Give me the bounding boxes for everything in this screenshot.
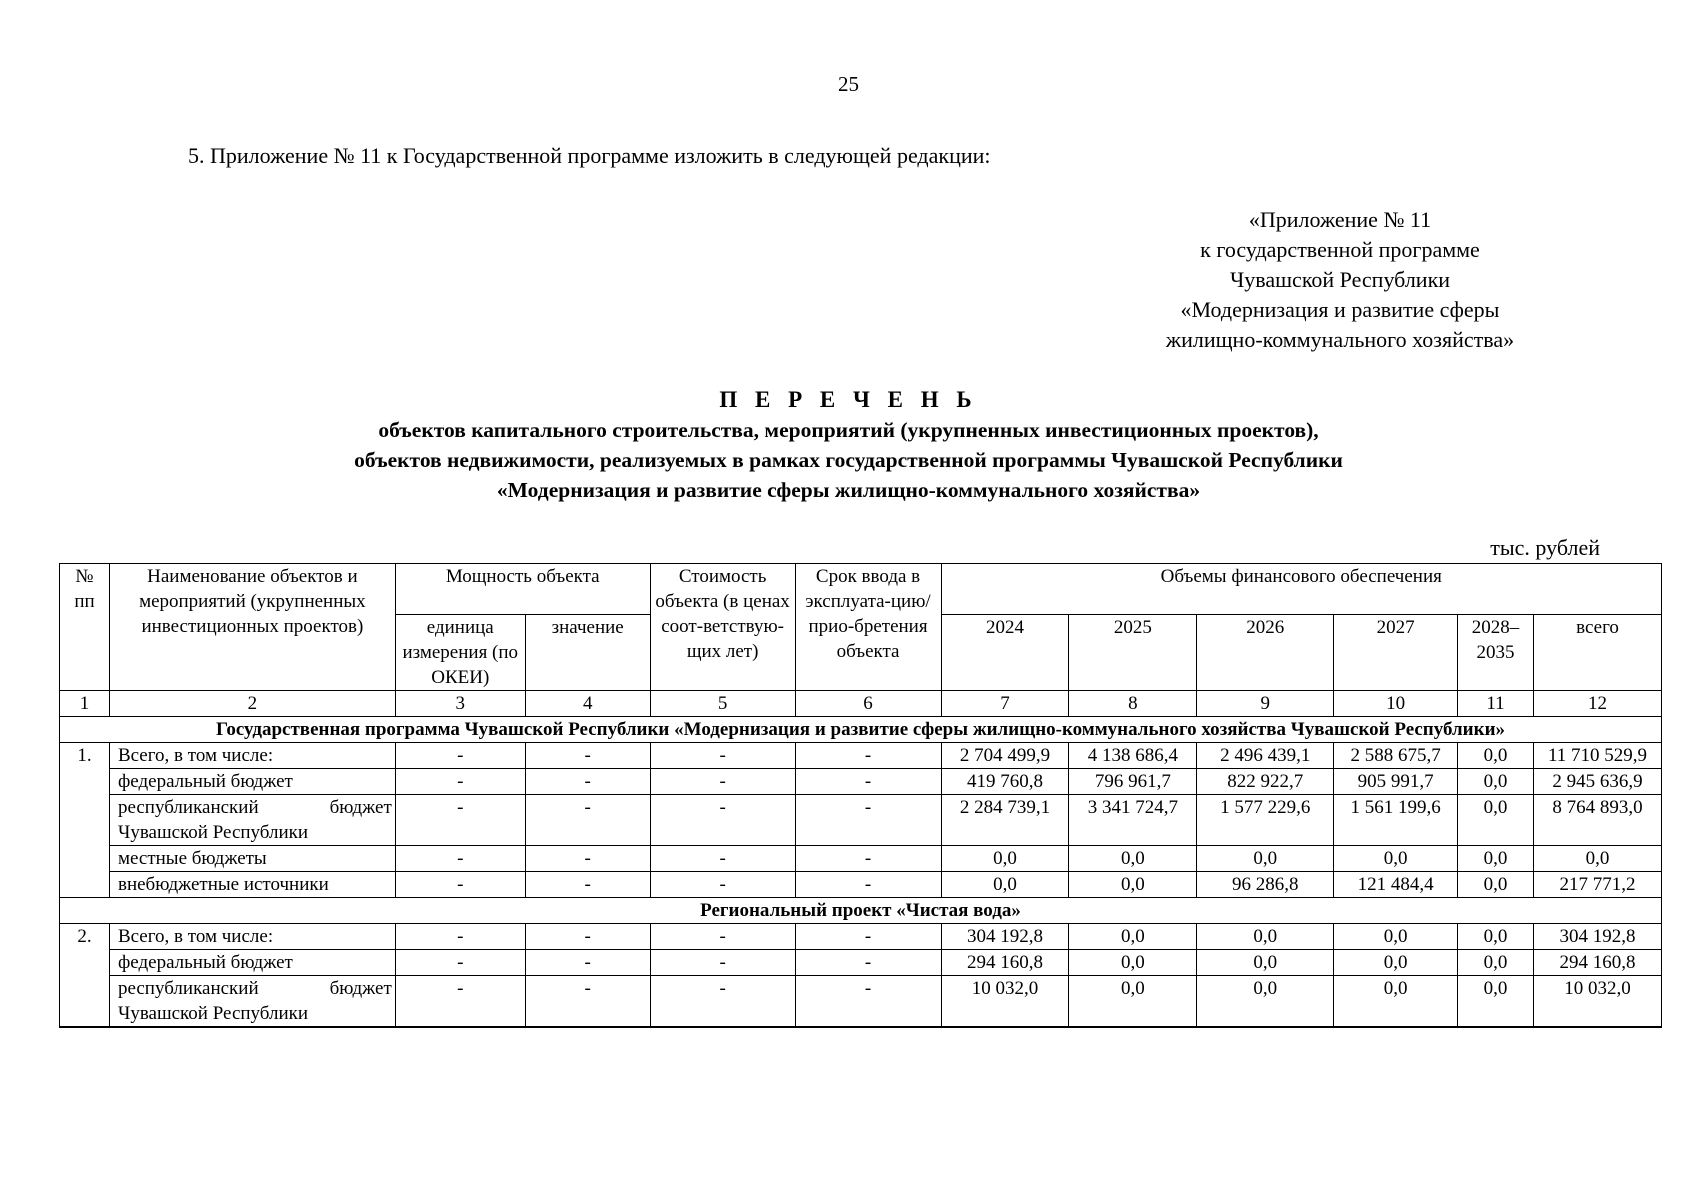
header-name: Наименование объектов и мероприятий (укрупненных инвестиционных проектов)	[109, 564, 395, 691]
cell-cost: -	[650, 743, 795, 769]
cell-total: 11 710 529,9	[1534, 743, 1662, 769]
cell-unit: -	[395, 950, 525, 976]
cell-total: 10 032,0	[1534, 976, 1662, 1028]
column-numbers-row	[60, 691, 1662, 717]
row-name: внебюджетные источники	[109, 872, 395, 898]
row-name: федеральный бюджет	[109, 950, 395, 976]
title-main: П Е Р Е Ч Е Н Ь	[719, 387, 978, 412]
header-num: № пп	[60, 564, 110, 691]
cell-cost: -	[650, 795, 795, 846]
cell-2027: 1 561 199,6	[1334, 795, 1458, 846]
cell-2024: 2 704 499,9	[941, 743, 1069, 769]
header-year: 2027	[1334, 615, 1458, 691]
title-line: объектов недвижимости, реализуемых в рамках государственной программы Чувашской Республики	[354, 448, 1343, 472]
cell-unit: -	[395, 872, 525, 898]
header-capacity: Мощность объекта	[395, 564, 650, 615]
cell-unit: -	[395, 976, 525, 1028]
cell-2024: 304 192,8	[941, 924, 1069, 950]
appendix-line: Чувашской Республики	[1229, 267, 1451, 292]
objects-table	[59, 563, 1662, 1028]
column-number: 4	[525, 691, 650, 717]
cell-unit: -	[395, 795, 525, 846]
row-name: федеральный бюджет	[109, 769, 395, 795]
cell-2024: 0,0	[941, 872, 1069, 898]
column-number: 9	[1197, 691, 1334, 717]
cell-2027: 2 588 675,7	[1334, 743, 1458, 769]
column-number: 1	[60, 691, 110, 717]
cell-unit: -	[395, 846, 525, 872]
cell-2024: 0,0	[941, 846, 1069, 872]
table-row	[60, 769, 1662, 795]
cell-2027: 905 991,7	[1334, 769, 1458, 795]
cell-term: -	[795, 846, 941, 872]
appendix-header	[1100, 205, 1580, 355]
appendix-line: жилищно-коммунального хозяйства»	[1165, 327, 1515, 352]
cell-term: -	[795, 872, 941, 898]
intro-text: 5. Приложение № 11 к Государственной программе изложить в следующей редакции:	[188, 143, 991, 168]
header-row	[60, 564, 1662, 615]
cell-2025: 0,0	[1069, 846, 1197, 872]
cell-total: 217 771,2	[1534, 872, 1662, 898]
cell-value: -	[525, 976, 650, 1028]
page-number: 25	[838, 72, 859, 96]
row-name: республиканский бюджет Чувашской Республики	[109, 976, 395, 1028]
cell-term: -	[795, 795, 941, 846]
cell-2028: 0,0	[1458, 769, 1534, 795]
cell-cost: -	[650, 924, 795, 950]
row-name: Всего, в том числе:	[109, 924, 395, 950]
table-row	[60, 795, 1662, 846]
table-row	[60, 846, 1662, 872]
header-year: 2025	[1069, 615, 1197, 691]
cell-2028: 0,0	[1458, 795, 1534, 846]
cell-value: -	[525, 846, 650, 872]
cell-cost: -	[650, 950, 795, 976]
appendix-line: «Модернизация и развитие сферы	[1180, 297, 1500, 322]
row-name: Всего, в том числе:	[109, 743, 395, 769]
cell-term: -	[795, 743, 941, 769]
cell-2027: 0,0	[1334, 846, 1458, 872]
cell-term: -	[795, 769, 941, 795]
row-number: 1.	[60, 743, 110, 898]
section-title-row	[60, 898, 1662, 924]
header-year: 2028–2035	[1458, 615, 1534, 691]
cell-2024: 2 284 739,1	[941, 795, 1069, 846]
column-number: 12	[1534, 691, 1662, 717]
cell-2024: 419 760,8	[941, 769, 1069, 795]
header-total: всего	[1534, 615, 1662, 691]
cell-value: -	[525, 924, 650, 950]
section-title: Государственная программа Чувашской Республики «Модернизация и развитие сферы жилищно-коммунального хозяйства Чувашской Республики»	[60, 717, 1662, 743]
cell-cost: -	[650, 846, 795, 872]
cell-2027: 0,0	[1334, 924, 1458, 950]
cell-total: 2 945 636,9	[1534, 769, 1662, 795]
cell-2025: 0,0	[1069, 872, 1197, 898]
title-line: «Модернизация и развитие сферы жилищно-коммунального хозяйства»	[496, 478, 1201, 502]
cell-2026: 0,0	[1197, 924, 1334, 950]
header-year: 2024	[941, 615, 1069, 691]
units-label: тыс. рублей	[1490, 535, 1600, 560]
header-unit: единица измерения (по ОКЕИ)	[395, 615, 525, 691]
cell-total: 294 160,8	[1534, 950, 1662, 976]
cell-2025: 3 341 724,7	[1069, 795, 1197, 846]
column-number: 2	[109, 691, 395, 717]
table-row	[60, 950, 1662, 976]
cell-2025: 0,0	[1069, 950, 1197, 976]
table-row	[60, 976, 1662, 1028]
cell-2025: 796 961,7	[1069, 769, 1197, 795]
section-title-row	[60, 717, 1662, 743]
cell-term: -	[795, 924, 941, 950]
cell-2025: 0,0	[1069, 976, 1197, 1028]
header-term: Срок ввода в эксплуата-цию/прио-бретения объекта	[795, 564, 941, 691]
cell-cost: -	[650, 872, 795, 898]
row-number: 2.	[60, 924, 110, 1028]
cell-value: -	[525, 769, 650, 795]
cell-value: -	[525, 743, 650, 769]
cell-2024: 10 032,0	[941, 976, 1069, 1028]
cell-value: -	[525, 872, 650, 898]
cell-2026: 96 286,8	[1197, 872, 1334, 898]
cell-unit: -	[395, 769, 525, 795]
cell-2028: 0,0	[1458, 846, 1534, 872]
table-row	[60, 924, 1662, 950]
appendix-line: «Приложение № 11	[1248, 207, 1432, 232]
column-number: 8	[1069, 691, 1197, 717]
header-cost: Стоимость объекта (в ценах соот-ветствую-щих лет)	[650, 564, 795, 691]
row-name: республиканский бюджет Чувашской Республики	[109, 795, 395, 846]
cell-cost: -	[650, 976, 795, 1028]
cell-total: 0,0	[1534, 846, 1662, 872]
cell-term: -	[795, 976, 941, 1028]
cell-2028: 0,0	[1458, 743, 1534, 769]
table-row	[60, 872, 1662, 898]
cell-2025: 0,0	[1069, 924, 1197, 950]
column-number: 3	[395, 691, 525, 717]
cell-2028: 0,0	[1458, 950, 1534, 976]
cell-2026: 0,0	[1197, 976, 1334, 1028]
column-number: 10	[1334, 691, 1458, 717]
cell-2026: 0,0	[1197, 950, 1334, 976]
document-title	[0, 385, 1697, 505]
cell-2027: 0,0	[1334, 950, 1458, 976]
column-number: 5	[650, 691, 795, 717]
column-number: 6	[795, 691, 941, 717]
cell-2026: 822 922,7	[1197, 769, 1334, 795]
row-name: местные бюджеты	[109, 846, 395, 872]
title-line: объектов капитального строительства, мероприятий (укрупненных инвестиционных проектов),	[378, 418, 1319, 442]
cell-2028: 0,0	[1458, 924, 1534, 950]
cell-unit: -	[395, 743, 525, 769]
table-row	[60, 743, 1662, 769]
column-number: 11	[1458, 691, 1534, 717]
cell-2024: 294 160,8	[941, 950, 1069, 976]
cell-2026: 1 577 229,6	[1197, 795, 1334, 846]
cell-cost: -	[650, 769, 795, 795]
cell-total: 304 192,8	[1534, 924, 1662, 950]
cell-2027: 121 484,4	[1334, 872, 1458, 898]
cell-2026: 2 496 439,1	[1197, 743, 1334, 769]
header-financing: Объемы финансового обеспечения	[941, 564, 1662, 615]
header-year: 2026	[1197, 615, 1334, 691]
header-value: значение	[525, 615, 650, 691]
cell-term: -	[795, 950, 941, 976]
column-number: 7	[941, 691, 1069, 717]
appendix-line: к государственной программе	[1200, 237, 1480, 262]
cell-value: -	[525, 795, 650, 846]
cell-2028: 0,0	[1458, 872, 1534, 898]
cell-total: 8 764 893,0	[1534, 795, 1662, 846]
cell-unit: -	[395, 924, 525, 950]
section-title: Региональный проект «Чистая вода»	[60, 898, 1662, 924]
cell-2028: 0,0	[1458, 976, 1534, 1028]
cell-2027: 0,0	[1334, 976, 1458, 1028]
cell-value: -	[525, 950, 650, 976]
cell-2026: 0,0	[1197, 846, 1334, 872]
cell-2025: 4 138 686,4	[1069, 743, 1197, 769]
